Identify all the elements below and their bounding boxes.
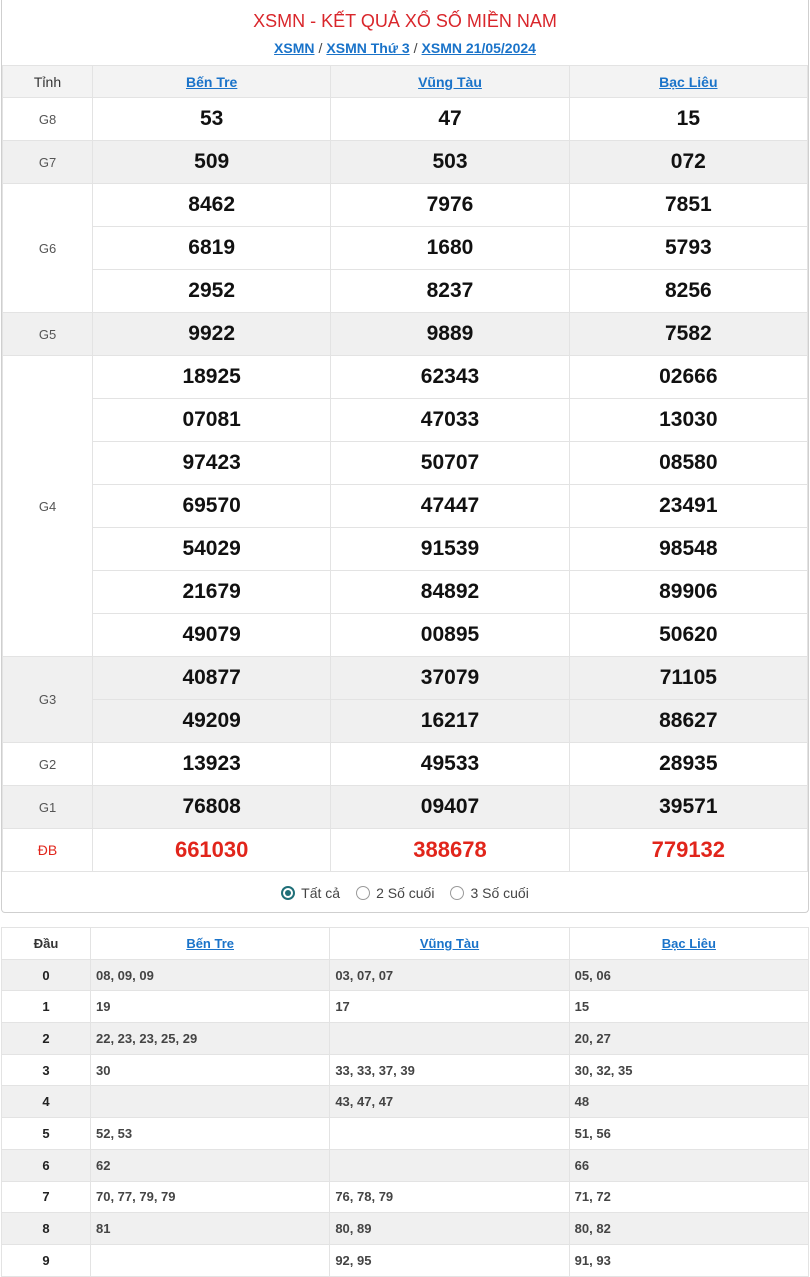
prize-number: 8462	[93, 184, 331, 227]
filter-option-label: 2 Số cuối	[376, 884, 435, 901]
tail-digits	[330, 1118, 569, 1150]
tail-digits: 71, 72	[569, 1181, 808, 1213]
prize-number: 779132	[569, 829, 807, 872]
prize-number: 49079	[93, 614, 331, 657]
head-digit-row	[2, 1213, 809, 1245]
prize-number: 84892	[331, 571, 569, 614]
prize-row	[3, 356, 808, 399]
radio-icon[interactable]	[450, 886, 464, 900]
province-header	[91, 928, 330, 960]
province-link-bac-lieu[interactable]: Bạc Liêu	[659, 73, 718, 90]
tail-digits: 30, 32, 35	[569, 1054, 808, 1086]
prize-row	[3, 657, 808, 700]
prize-number: 47033	[331, 399, 569, 442]
prize-number: 8256	[569, 270, 807, 313]
head-digit-row	[2, 1023, 809, 1055]
prize-number: 8237	[331, 270, 569, 313]
prize-number: 50620	[569, 614, 807, 657]
head-digit: 3	[2, 1054, 91, 1086]
prize-number: 07081	[93, 399, 331, 442]
prize-label: G1	[3, 786, 93, 829]
prize-number: 9922	[93, 313, 331, 356]
prize-number: 661030	[93, 829, 331, 872]
tail-digits: 80, 82	[569, 1213, 808, 1245]
tail-digits: 52, 53	[91, 1118, 330, 1150]
prize-row	[3, 485, 808, 528]
prize-number: 23491	[569, 485, 807, 528]
prize-number: 13030	[569, 399, 807, 442]
prize-label: ĐB	[3, 829, 93, 872]
tail-digits	[330, 1023, 569, 1055]
filter-option-2-digits[interactable]	[356, 885, 434, 901]
prize-label: G4	[3, 356, 93, 657]
prize-row	[3, 614, 808, 657]
prize-number: 54029	[93, 528, 331, 571]
page-title: XSMN - KẾT QUẢ XỔ SỐ MIỀN NAM	[253, 11, 557, 31]
head-digit-row	[2, 1118, 809, 1150]
tail-digits: 51, 56	[569, 1118, 808, 1150]
prize-label: G6	[3, 184, 93, 313]
tail-digits: 22, 23, 23, 25, 29	[91, 1023, 330, 1055]
filter-option-label: 3 Số cuối	[470, 884, 529, 901]
prize-number: 28935	[569, 743, 807, 786]
prize-number: 2952	[93, 270, 331, 313]
digit-filter	[2, 872, 808, 913]
tail-digits: 66	[569, 1149, 808, 1181]
prize-row	[3, 399, 808, 442]
results-table	[2, 65, 808, 872]
tail-digits	[91, 1086, 330, 1118]
province-link-ben-tre[interactable]: Bến Tre	[185, 73, 238, 90]
tail-digits: 19	[91, 991, 330, 1023]
prize-number: 9889	[331, 313, 569, 356]
prize-number: 76808	[93, 786, 331, 829]
tail-digits: 20, 27	[569, 1023, 808, 1055]
breadcrumb-separator: /	[318, 40, 323, 56]
tail-digits	[91, 1244, 330, 1276]
head-digit-header: Đầu	[2, 928, 91, 960]
head-digit-row	[2, 1244, 809, 1276]
prize-label: G7	[3, 141, 93, 184]
prize-number: 50707	[331, 442, 569, 485]
tail-digits: 43, 47, 47	[330, 1086, 569, 1118]
head-digit-row	[2, 1181, 809, 1213]
tail-digits	[330, 1149, 569, 1181]
prize-row	[3, 313, 808, 356]
tail-digits: 48	[569, 1086, 808, 1118]
head-digit: 1	[2, 991, 91, 1023]
head-digit: 2	[2, 1023, 91, 1055]
prize-row	[3, 829, 808, 872]
prize-number: 47	[331, 98, 569, 141]
breadcrumb-date-link[interactable]: XSMN 21/05/2024	[421, 40, 536, 56]
tail-digits: 81	[91, 1213, 330, 1245]
prize-number: 072	[569, 141, 807, 184]
province-header	[331, 66, 569, 98]
filter-option-all[interactable]	[281, 885, 340, 901]
prize-row	[3, 184, 808, 227]
province-header	[569, 928, 808, 960]
breadcrumb-xsmn-thu3-link[interactable]: XSMN Thứ 3	[326, 40, 410, 56]
prize-row	[3, 98, 808, 141]
prize-number: 71105	[569, 657, 807, 700]
prize-row	[3, 141, 808, 184]
prize-number: 47447	[331, 485, 569, 528]
tail-digits: 03, 07, 07	[330, 959, 569, 991]
head-digit-row	[2, 1149, 809, 1181]
head-digit: 0	[2, 959, 91, 991]
prize-label: G5	[3, 313, 93, 356]
tail-digits: 91, 93	[569, 1244, 808, 1276]
prize-row	[3, 442, 808, 485]
prize-number: 00895	[331, 614, 569, 657]
province-header	[569, 66, 807, 98]
prize-number: 89906	[569, 571, 807, 614]
prize-number: 15	[569, 98, 807, 141]
results-card	[1, 0, 809, 913]
tail-digits: 62	[91, 1149, 330, 1181]
prize-number: 388678	[331, 829, 569, 872]
radio-icon[interactable]	[356, 886, 370, 900]
tail-digits: 05, 06	[569, 959, 808, 991]
prize-number: 91539	[331, 528, 569, 571]
prize-number: 49533	[331, 743, 569, 786]
tail-digits: 70, 77, 79, 79	[91, 1181, 330, 1213]
prize-number: 39571	[569, 786, 807, 829]
breadcrumb	[2, 40, 808, 65]
head-digit: 5	[2, 1118, 91, 1150]
tail-digits: 30	[91, 1054, 330, 1086]
prize-number: 1680	[331, 227, 569, 270]
prize-row	[3, 270, 808, 313]
prize-row	[3, 786, 808, 829]
dau-province-link-ben-tre[interactable]: Bến Tre	[186, 935, 234, 951]
prize-row	[3, 227, 808, 270]
head-digit: 7	[2, 1181, 91, 1213]
prize-number: 7582	[569, 313, 807, 356]
province-link-vung-tau[interactable]: Vũng Tàu	[418, 73, 482, 90]
prize-number: 6819	[93, 227, 331, 270]
prize-number: 40877	[93, 657, 331, 700]
prize-row	[3, 528, 808, 571]
breadcrumb-xsmn-link[interactable]: XSMN	[274, 40, 315, 56]
prize-number: 7851	[569, 184, 807, 227]
prize-number: 98548	[569, 528, 807, 571]
tail-digits: 80, 89	[330, 1213, 569, 1245]
prize-row	[3, 700, 808, 743]
prize-row	[3, 743, 808, 786]
tail-digits: 15	[569, 991, 808, 1023]
prize-number: 13923	[93, 743, 331, 786]
dau-province-link-bac-lieu[interactable]: Bạc Liêu	[661, 935, 716, 951]
head-digit: 8	[2, 1213, 91, 1245]
prize-number: 08580	[569, 442, 807, 485]
prize-row	[3, 571, 808, 614]
prize-number: 7976	[331, 184, 569, 227]
filter-option-label: Tất cả	[301, 884, 341, 901]
prize-number: 16217	[331, 700, 569, 743]
province-header	[93, 66, 331, 98]
breadcrumb-separator: /	[413, 40, 418, 56]
prize-number: 21679	[93, 571, 331, 614]
prize-label: G2	[3, 743, 93, 786]
prize-number: 5793	[569, 227, 807, 270]
head-digit-row	[2, 1054, 809, 1086]
prize-label: G3	[3, 657, 93, 743]
tail-digits: 08, 09, 09	[91, 959, 330, 991]
prize-label: G8	[3, 98, 93, 141]
head-digit: 4	[2, 1086, 91, 1118]
prize-number: 88627	[569, 700, 807, 743]
prize-number: 37079	[331, 657, 569, 700]
head-digit-row	[2, 959, 809, 991]
prize-number: 509	[93, 141, 331, 184]
prize-number: 503	[331, 141, 569, 184]
dau-province-link-vung-tau[interactable]: Vũng Tàu	[419, 935, 480, 951]
prize-number: 49209	[93, 700, 331, 743]
prize-number: 97423	[93, 442, 331, 485]
prize-number: 62343	[331, 356, 569, 399]
tail-digits: 33, 33, 37, 39	[330, 1054, 569, 1086]
head-digit-row	[2, 991, 809, 1023]
prize-number: 18925	[93, 356, 331, 399]
prize-number: 53	[93, 98, 331, 141]
head-digit: 9	[2, 1244, 91, 1276]
head-digit: 6	[2, 1149, 91, 1181]
filter-option-3-digits[interactable]	[450, 885, 528, 901]
tail-digits: 92, 95	[330, 1244, 569, 1276]
tail-digits: 17	[330, 991, 569, 1023]
head-digit-section	[1, 927, 809, 1277]
head-digit-table	[1, 927, 809, 1277]
prize-number: 69570	[93, 485, 331, 528]
radio-selected-icon[interactable]	[281, 886, 295, 900]
province-header-label: Tỉnh	[3, 66, 93, 98]
province-header	[330, 928, 569, 960]
prize-number: 09407	[331, 786, 569, 829]
tail-digits: 76, 78, 79	[330, 1181, 569, 1213]
prize-number: 02666	[569, 356, 807, 399]
head-digit-row	[2, 1086, 809, 1118]
